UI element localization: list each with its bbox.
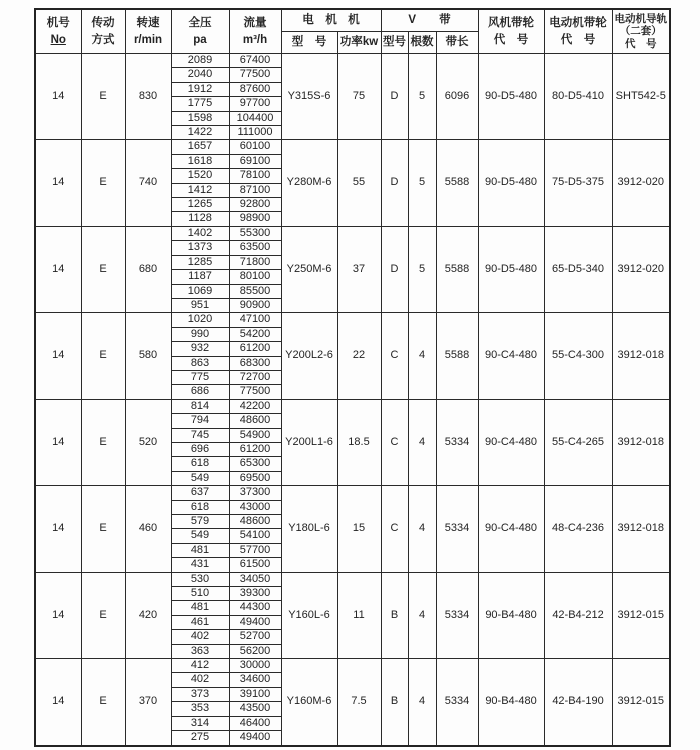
header-machine-no-line1: 机号 [46, 16, 70, 29]
cell-fan-pulley: 90-B4-480 [478, 572, 544, 658]
cell-drive-mode: E [81, 313, 125, 399]
cell-motor-rail: 3912-018 [612, 486, 670, 572]
cell-motor-rail: 3912-018 [612, 399, 670, 485]
cell-flow: 30000 [229, 659, 281, 673]
cell-pressure: 1598 [171, 111, 229, 125]
header-drive-mode [81, 9, 125, 54]
cell-drive-mode: E [81, 226, 125, 312]
cell-pressure: 1775 [171, 97, 229, 111]
cell-flow: 48600 [229, 515, 281, 529]
cell-motor-power: 7.5 [337, 659, 381, 746]
table-row [35, 486, 670, 500]
cell-flow: 67400 [229, 54, 281, 68]
cell-vbelt-type: D [381, 226, 408, 312]
cell-pressure: 1373 [171, 241, 229, 255]
cell-motor-power: 11 [337, 572, 381, 658]
cell-pressure: 275 [171, 731, 229, 746]
cell-pressure: 951 [171, 298, 229, 312]
cell-flow: 87600 [229, 82, 281, 96]
cell-flow: 98900 [229, 212, 281, 226]
cell-pressure: 814 [171, 399, 229, 413]
cell-pressure: 863 [171, 356, 229, 370]
header-flow [229, 9, 281, 54]
cell-pressure: 530 [171, 572, 229, 586]
cell-motor-power: 22 [337, 313, 381, 399]
cell-machine-no: 14 [35, 486, 81, 572]
cell-vbelt-type: C [381, 399, 408, 485]
cell-vbelt-count: 4 [408, 313, 436, 399]
fan-spec-table [34, 8, 671, 747]
cell-flow: 61500 [229, 558, 281, 572]
cell-flow: 49400 [229, 615, 281, 629]
cell-flow: 61200 [229, 442, 281, 456]
header-motor-rail-line2: （二套） [619, 25, 662, 38]
cell-motor-pulley: 48-C4-236 [544, 486, 612, 572]
cell-flow: 71800 [229, 255, 281, 269]
header-row-1 [35, 9, 670, 32]
cell-vbelt-type: D [381, 140, 408, 226]
cell-pressure: 686 [171, 385, 229, 399]
cell-fan-pulley: 90-D5-480 [478, 226, 544, 312]
cell-flow: 90900 [229, 298, 281, 312]
header-flow-line2: m³/h [242, 33, 268, 46]
cell-machine-no: 14 [35, 313, 81, 399]
header-fan-pulley [478, 9, 544, 54]
cell-vbelt-count: 5 [408, 140, 436, 226]
header-machine-no-line2: No [50, 33, 66, 46]
table-row [35, 399, 670, 413]
cell-machine-no: 14 [35, 140, 81, 226]
cell-vbelt-type: C [381, 313, 408, 399]
cell-motor-pulley: 80-D5-410 [544, 54, 612, 140]
cell-pressure: 1412 [171, 183, 229, 197]
cell-vbelt-length: 5334 [436, 659, 478, 746]
cell-vbelt-length: 5588 [436, 226, 478, 312]
cell-vbelt-count: 5 [408, 54, 436, 140]
cell-motor-power: 75 [337, 54, 381, 140]
cell-rpm: 460 [125, 486, 171, 572]
cell-flow: 87100 [229, 183, 281, 197]
cell-rpm: 520 [125, 399, 171, 485]
cell-motor-rail: 3912-020 [612, 226, 670, 312]
header-motor-power: 功率kw [337, 32, 381, 54]
cell-flow: 77500 [229, 385, 281, 399]
cell-pressure: 481 [171, 601, 229, 615]
cell-pressure: 431 [171, 558, 229, 572]
cell-drive-mode: E [81, 572, 125, 658]
header-vbelt-type: 型号 [381, 32, 408, 54]
cell-vbelt-length: 6096 [436, 54, 478, 140]
cell-pressure: 402 [171, 673, 229, 687]
cell-pressure: 1265 [171, 198, 229, 212]
cell-rpm: 420 [125, 572, 171, 658]
cell-motor-model: Y180L-6 [281, 486, 337, 572]
cell-flow: 55300 [229, 226, 281, 240]
cell-flow: 56200 [229, 644, 281, 658]
cell-pressure: 1520 [171, 169, 229, 183]
cell-flow: 57700 [229, 543, 281, 557]
header-drive-mode-line2: 方式 [91, 33, 115, 46]
cell-pressure: 314 [171, 716, 229, 730]
cell-motor-pulley: 55-C4-300 [544, 313, 612, 399]
header-pressure-line2: pa [193, 33, 207, 46]
header-fan-pulley-line2: 代 号 [493, 33, 529, 46]
cell-motor-pulley: 55-C4-265 [544, 399, 612, 485]
cell-flow: 52700 [229, 630, 281, 644]
cell-flow: 49400 [229, 731, 281, 746]
cell-motor-rail: 3912-018 [612, 313, 670, 399]
table-row [35, 572, 670, 586]
cell-pressure: 696 [171, 442, 229, 456]
cell-flow: 42200 [229, 399, 281, 413]
cell-flow: 80100 [229, 270, 281, 284]
cell-machine-no: 14 [35, 226, 81, 312]
cell-flow: 47100 [229, 313, 281, 327]
header-vbelt-length: 带长 [436, 32, 478, 54]
cell-drive-mode: E [81, 54, 125, 140]
cell-motor-rail: SHT542-5 [612, 54, 670, 140]
cell-fan-pulley: 90-D5-480 [478, 54, 544, 140]
cell-pressure: 932 [171, 342, 229, 356]
table-row [35, 226, 670, 240]
cell-pressure: 461 [171, 615, 229, 629]
cell-motor-model: Y200L2-6 [281, 313, 337, 399]
cell-flow: 61200 [229, 342, 281, 356]
cell-drive-mode: E [81, 140, 125, 226]
cell-motor-pulley: 42-B4-212 [544, 572, 612, 658]
cell-pressure: 618 [171, 500, 229, 514]
header-motor-pulley [544, 9, 612, 54]
cell-pressure: 1402 [171, 226, 229, 240]
cell-fan-pulley: 90-C4-480 [478, 313, 544, 399]
cell-motor-model: Y160M-6 [281, 659, 337, 746]
cell-drive-mode: E [81, 486, 125, 572]
header-drive-mode-line1: 传动 [91, 16, 115, 29]
cell-flow: 34050 [229, 572, 281, 586]
cell-pressure: 579 [171, 515, 229, 529]
cell-pressure: 745 [171, 428, 229, 442]
cell-flow: 63500 [229, 241, 281, 255]
cell-vbelt-type: B [381, 659, 408, 746]
cell-motor-model: Y160L-6 [281, 572, 337, 658]
cell-vbelt-count: 5 [408, 226, 436, 312]
header-pressure-line1: 全压 [188, 16, 212, 29]
header-motor-pulley-line2: 代 号 [560, 33, 596, 46]
cell-flow: 48600 [229, 414, 281, 428]
cell-motor-power: 18.5 [337, 399, 381, 485]
cell-flow: 78100 [229, 169, 281, 183]
cell-fan-pulley: 90-D5-480 [478, 140, 544, 226]
cell-flow: 77500 [229, 68, 281, 82]
cell-pressure: 1422 [171, 126, 229, 140]
cell-machine-no: 14 [35, 572, 81, 658]
cell-pressure: 412 [171, 659, 229, 673]
cell-vbelt-type: C [381, 486, 408, 572]
cell-motor-rail: 3912-015 [612, 659, 670, 746]
cell-flow: 69100 [229, 154, 281, 168]
cell-flow: 92800 [229, 198, 281, 212]
cell-motor-pulley: 75-D5-375 [544, 140, 612, 226]
cell-motor-model: Y200L1-6 [281, 399, 337, 485]
cell-pressure: 1069 [171, 284, 229, 298]
cell-flow: 69500 [229, 471, 281, 485]
cell-pressure: 549 [171, 471, 229, 485]
cell-pressure: 1912 [171, 82, 229, 96]
cell-pressure: 618 [171, 457, 229, 471]
table-row [35, 659, 670, 673]
cell-pressure: 363 [171, 644, 229, 658]
header-motor-rail-line3: 代 号 [625, 37, 657, 50]
header-rpm-line1: 转速 [136, 16, 160, 29]
cell-flow: 65300 [229, 457, 281, 471]
header-motor-rail [612, 9, 670, 54]
cell-pressure: 2040 [171, 68, 229, 82]
cell-vbelt-count: 4 [408, 572, 436, 658]
cell-flow: 43500 [229, 702, 281, 716]
cell-fan-pulley: 90-B4-480 [478, 659, 544, 746]
cell-pressure: 1187 [171, 270, 229, 284]
cell-vbelt-count: 4 [408, 659, 436, 746]
cell-flow: 72700 [229, 370, 281, 384]
cell-pressure: 549 [171, 529, 229, 543]
cell-drive-mode: E [81, 659, 125, 746]
table-body [35, 54, 670, 746]
header-motor-rail-line1: 电动机导轨 [614, 13, 667, 26]
cell-flow: 85500 [229, 284, 281, 298]
header-motor-pulley-line1: 电动机带轮 [549, 16, 607, 29]
cell-motor-rail: 3912-015 [612, 572, 670, 658]
cell-motor-power: 15 [337, 486, 381, 572]
cell-fan-pulley: 90-C4-480 [478, 486, 544, 572]
header-pressure [171, 9, 229, 54]
cell-flow: 39100 [229, 687, 281, 701]
header-flow-line1: 流量 [243, 16, 267, 29]
cell-pressure: 1285 [171, 255, 229, 269]
header-motor-model: 型 号 [281, 32, 337, 54]
cell-pressure: 2089 [171, 54, 229, 68]
cell-pressure: 990 [171, 327, 229, 341]
cell-pressure: 353 [171, 702, 229, 716]
cell-pressure: 775 [171, 370, 229, 384]
cell-pressure: 1020 [171, 313, 229, 327]
cell-fan-pulley: 90-C4-480 [478, 399, 544, 485]
cell-rpm: 370 [125, 659, 171, 746]
header-fan-pulley-line1: 风机带轮 [488, 16, 534, 29]
cell-flow: 46400 [229, 716, 281, 730]
cell-motor-pulley: 65-D5-340 [544, 226, 612, 312]
header-rpm [125, 9, 171, 54]
cell-pressure: 637 [171, 486, 229, 500]
cell-motor-power: 55 [337, 140, 381, 226]
cell-pressure: 1657 [171, 140, 229, 154]
cell-machine-no: 14 [35, 399, 81, 485]
table-row [35, 140, 670, 154]
header-vbelt-group: V 带 [381, 9, 478, 32]
cell-vbelt-length: 5588 [436, 140, 478, 226]
table-header [35, 9, 670, 54]
cell-motor-model: Y280M-6 [281, 140, 337, 226]
cell-motor-rail: 3912-020 [612, 140, 670, 226]
cell-motor-model: Y315S-6 [281, 54, 337, 140]
cell-flow: 111000 [229, 126, 281, 140]
cell-motor-model: Y250M-6 [281, 226, 337, 312]
cell-pressure: 1128 [171, 212, 229, 226]
cell-vbelt-count: 4 [408, 486, 436, 572]
cell-flow: 54900 [229, 428, 281, 442]
header-rpm-line2: r/min [133, 33, 163, 46]
header-vbelt-count: 根数 [408, 32, 436, 54]
cell-pressure: 510 [171, 587, 229, 601]
cell-rpm: 740 [125, 140, 171, 226]
cell-pressure: 402 [171, 630, 229, 644]
cell-machine-no: 14 [35, 54, 81, 140]
cell-flow: 104400 [229, 111, 281, 125]
cell-pressure: 481 [171, 543, 229, 557]
cell-pressure: 794 [171, 414, 229, 428]
table-row [35, 313, 670, 327]
cell-flow: 97700 [229, 97, 281, 111]
cell-flow: 68300 [229, 356, 281, 370]
cell-pressure: 1618 [171, 154, 229, 168]
cell-flow: 54100 [229, 529, 281, 543]
cell-rpm: 680 [125, 226, 171, 312]
cell-rpm: 830 [125, 54, 171, 140]
cell-vbelt-length: 5588 [436, 313, 478, 399]
cell-vbelt-length: 5334 [436, 486, 478, 572]
cell-drive-mode: E [81, 399, 125, 485]
cell-vbelt-type: B [381, 572, 408, 658]
cell-rpm: 580 [125, 313, 171, 399]
cell-pressure: 373 [171, 687, 229, 701]
cell-vbelt-length: 5334 [436, 399, 478, 485]
cell-flow: 34600 [229, 673, 281, 687]
cell-vbelt-type: D [381, 54, 408, 140]
cell-vbelt-count: 4 [408, 399, 436, 485]
cell-flow: 54200 [229, 327, 281, 341]
header-motor-group: 电 机 机 [281, 9, 381, 32]
cell-flow: 43000 [229, 500, 281, 514]
cell-flow: 60100 [229, 140, 281, 154]
cell-flow: 39300 [229, 587, 281, 601]
cell-motor-power: 37 [337, 226, 381, 312]
cell-vbelt-length: 5334 [436, 572, 478, 658]
table-row [35, 54, 670, 68]
cell-flow: 37300 [229, 486, 281, 500]
header-machine-no [35, 9, 81, 54]
cell-motor-pulley: 42-B4-190 [544, 659, 612, 746]
cell-flow: 44300 [229, 601, 281, 615]
cell-machine-no: 14 [35, 659, 81, 746]
